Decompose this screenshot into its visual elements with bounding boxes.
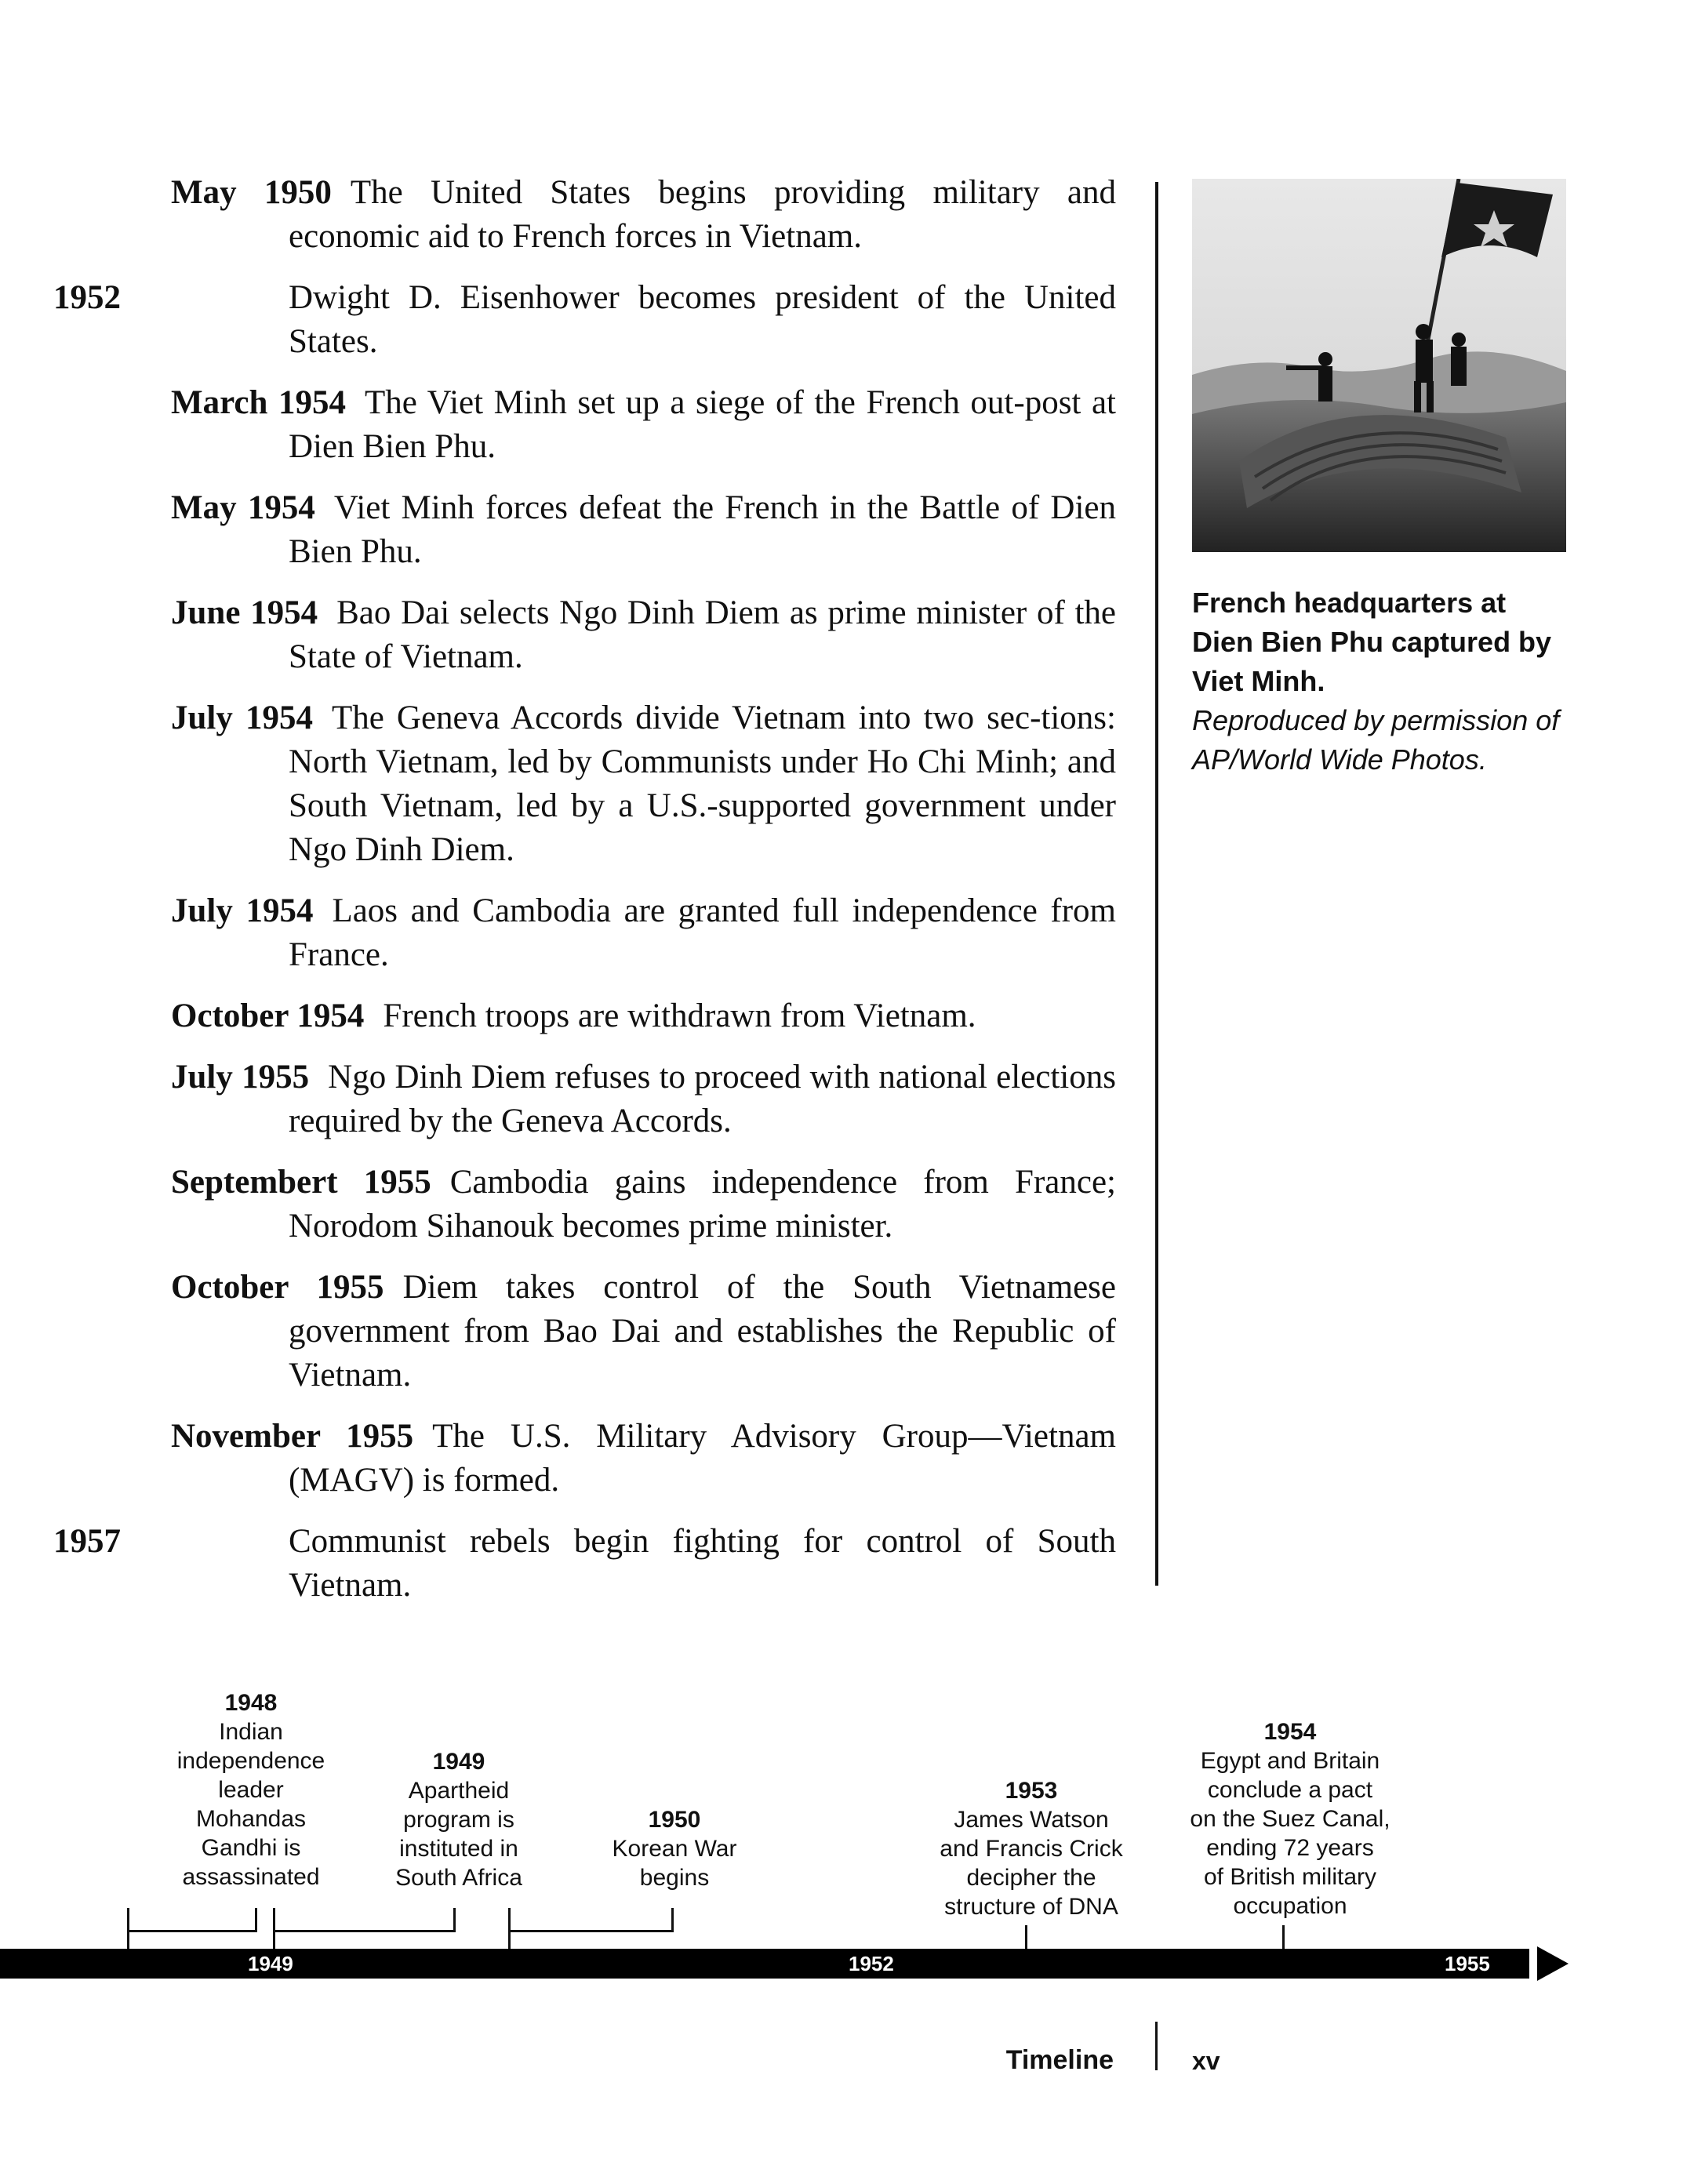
event-1950 [580, 1805, 769, 1892]
entry-text: Dwight D. Eisenhower becomes president of the United States. [289, 279, 1116, 360]
page-number: xv [1192, 2047, 1220, 2075]
event-line: Mohandas [195, 1806, 307, 1832]
connector-1948-stem [127, 1930, 129, 1949]
connector-1949 [273, 1908, 456, 1932]
chronology-entry [171, 1056, 1116, 1143]
entry-date: July 1954 [171, 700, 313, 736]
chronology-entry [171, 994, 1116, 1038]
event-line: Indian [219, 1719, 283, 1745]
footer-section-title: Timeline [1005, 2045, 1114, 2075]
event-line: on the Suez Canal, [1190, 1806, 1390, 1832]
chronology-list [53, 171, 1116, 1625]
bar-label-1952: 1952 [849, 1952, 894, 1975]
entry-date: November 1955 [171, 1418, 414, 1455]
chronology-entry [171, 1415, 1116, 1503]
entry-text: The U.S. Military Advisory Group—Vietnam (MAGV) is formed. [289, 1418, 1116, 1499]
connector-1954 [1282, 1925, 1285, 1949]
event-line: Apartheid [408, 1778, 510, 1804]
entry-text: Bao Dai selects Ngo Dinh Diem as prime minister of the State of Vietnam. [289, 594, 1116, 675]
time-bar [0, 1949, 1529, 1979]
entry-date: 1957 [53, 1523, 121, 1560]
connector-1953 [1025, 1925, 1027, 1949]
caption-credit: Reproduced by permission of AP/World Wide Photos. [1192, 704, 1560, 776]
chronology-entry [53, 1520, 1116, 1608]
event-line: instituted in [399, 1836, 518, 1862]
footer-divider [1155, 2022, 1158, 2070]
connector-1950 [508, 1908, 674, 1932]
chronology-entry [171, 171, 1116, 259]
event-line: independence [176, 1748, 325, 1774]
caption-title: French headquarters at Dien Bien Phu captured by Viet Minh. [1192, 587, 1552, 697]
entry-text: The Viet Minh set up a siege of the French out-post at Dien Bien Phu. [289, 384, 1116, 465]
photo-image [1192, 179, 1566, 552]
entry-date: May 1950 [171, 174, 332, 211]
arrow-right-icon [1537, 1946, 1569, 1981]
entry-date: 1952 [53, 279, 121, 316]
chronology-entry [171, 889, 1116, 977]
entry-date: June 1954 [171, 594, 318, 631]
event-line: Korean War [612, 1836, 737, 1862]
event-line: begins [639, 1865, 710, 1891]
entry-date: March 1954 [171, 384, 346, 421]
chronology-entry [53, 276, 1116, 364]
event-year: 1954 [1263, 1719, 1317, 1745]
chronology-entry [171, 1266, 1116, 1397]
bar-label-1949: 1949 [248, 1952, 293, 1975]
entry-text: Ngo Dinh Diem refuses to proceed with national elections required by the Geneva Accords. [289, 1059, 1116, 1139]
connector-1949-stem [273, 1930, 275, 1949]
chronology-entry [171, 381, 1116, 469]
event-line: of British military [1203, 1864, 1377, 1890]
entry-text: The Geneva Accords divide Vietnam into two sec-tions: North Vietnam, led by Communists under Ho Chi Minh; and South Vietnam, led by a U.S.-supported government under Ngo Dinh Diem. [289, 700, 1116, 868]
event-year: 1950 [648, 1807, 701, 1833]
entry-date: May 1954 [171, 489, 315, 526]
column-divider [1155, 182, 1158, 1586]
entry-text: Diem takes control of the South Vietnamese government from Bao Dai and establishes the Republic of Vietnam. [289, 1269, 1116, 1394]
entry-date: October 1955 [171, 1269, 384, 1306]
entry-date: July 1954 [171, 892, 314, 929]
event-line: decipher the [966, 1865, 1096, 1891]
entry-date: July 1955 [171, 1059, 310, 1096]
event-line: program is [403, 1807, 514, 1833]
chronology-entry [171, 696, 1116, 872]
chronology-entry [171, 1161, 1116, 1248]
event-year: 1948 [224, 1690, 278, 1716]
photo-caption [1192, 583, 1569, 779]
event-line: Egypt and Britain [1200, 1748, 1380, 1774]
entry-date: October 1954 [171, 998, 365, 1034]
entry-date: Septembert 1955 [171, 1164, 431, 1201]
event-year: 1949 [432, 1749, 485, 1775]
event-1954 [1172, 1717, 1408, 1921]
photo-flag-raising [1192, 179, 1566, 552]
bar-label-1955: 1955 [1445, 1952, 1490, 1975]
event-line: Gandhi is [201, 1835, 301, 1861]
chronology-entry [171, 486, 1116, 574]
event-1948 [157, 1688, 345, 1891]
entry-text: French troops are withdrawn from Vietnam. [383, 998, 976, 1034]
event-1949 [365, 1747, 553, 1892]
entry-text: Viet Minh forces defeat the French in the Battle of Dien Bien Phu. [289, 489, 1116, 570]
entry-text: Communist rebels begin fighting for control of South Vietnam. [289, 1523, 1116, 1604]
event-line: South Africa [395, 1865, 522, 1891]
chronology-entry [171, 591, 1116, 679]
event-line: conclude a pact [1207, 1777, 1373, 1803]
entry-text: Cambodia gains independence from France; Norodom Sihanouk becomes prime minister. [289, 1164, 1116, 1245]
event-line: ending 72 years [1206, 1835, 1374, 1861]
event-1953 [922, 1776, 1141, 1921]
event-year: 1953 [1005, 1778, 1058, 1804]
event-line: structure of DNA [944, 1894, 1118, 1920]
connector-1950-stem [508, 1930, 511, 1949]
event-line: leader [218, 1777, 284, 1803]
entry-text: Laos and Cambodia are granted full independence from France. [289, 892, 1116, 973]
event-line: occupation [1233, 1893, 1347, 1919]
event-line: and Francis Crick [940, 1836, 1123, 1862]
entry-text: The United States begins providing military and economic aid to French forces in Vietnam. [289, 174, 1116, 255]
event-line: assassinated [182, 1864, 320, 1890]
event-line: James Watson [954, 1807, 1109, 1833]
connector-1948 [127, 1908, 257, 1932]
